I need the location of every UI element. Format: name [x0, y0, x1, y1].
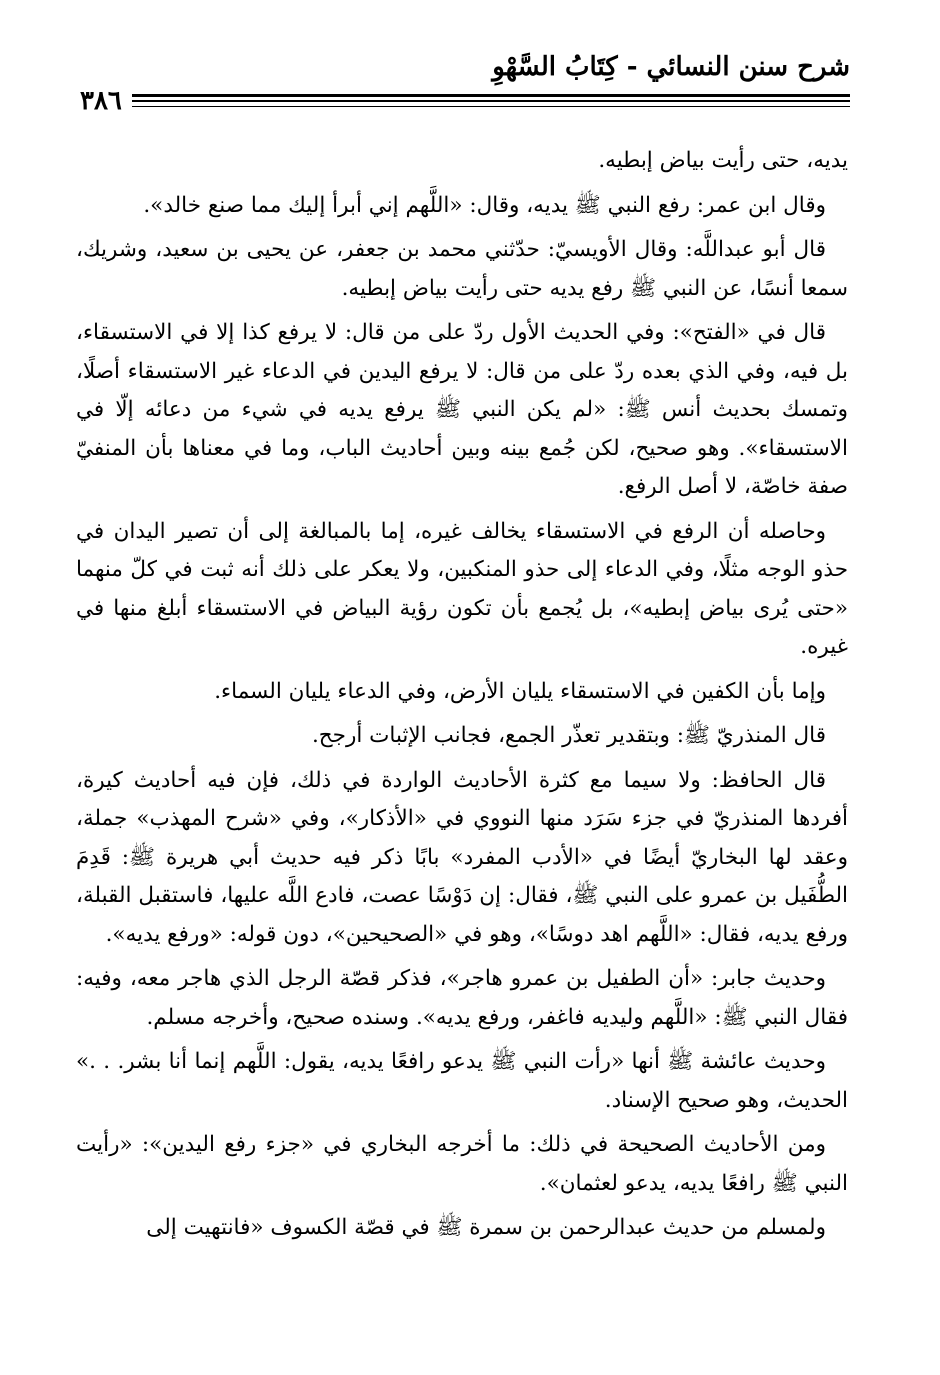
paragraph: ولمسلم من حديث عبدالرحمن بن سمرة ﷺ في قصّة الكسوف «فانتهيت إلى: [146, 1215, 826, 1240]
paragraph: قال المنذريّ ﷺ: وبتقدير تعذّر الجمع، فجانب الإثبات أرجح.: [311, 723, 826, 748]
running-header-title: شرح سنن النسائي - كِتَابُ السَّهْوِ: [492, 52, 850, 82]
header-rule-middle: [70, 100, 850, 102]
header-rule-thin: [70, 106, 850, 107]
paragraph: وحاصله أن الرفع في الاستسقاء يخالف غيره، إما بالمبالغة إلى أن تصير اليدان في حذو الوجه مثلًا، وفي الدعاء إلى حذو المنكبين، ولا يعكر على ذلك أنه ثبت في كلّ منهما «حتى يُرى بياض إبطيه»، بل يُجمع بأن تكون رؤية البياض في الاستسقاء أبلغ منها في غيره.: [76, 518, 848, 659]
page-number: ٣٨٦: [70, 86, 132, 116]
header-rule-thick: [70, 94, 850, 97]
paragraph: قال في «الفتح»: وفي الحديث الأول ردّ على من قال: لا يرفع كذا إلا في الاستسقاء، بل فيه، وفي الذي بعده ردّ على من قال: لا يرفع اليدين في الدعاء غير الاستسقاء أصلًا، وتمسك بحديث أنس ﷺ: «لم يكن النبي ﷺ يرفع يديه في شيء من دعائه إلّا في الاستسقاء». وهو صحيح، لكن جُمع بينه وبين أحاديث الباب، وما في معناها بأن المنفيّ صفة خاصّة، لا أصل الرفع.: [76, 320, 848, 499]
body-text: [76, 142, 848, 1254]
paragraph: قال أبو عبداللَّه: وقال الأويسيّ: حدّثني محمد بن جعفر، عن يحيى بن سعيد، وشريك، سمعا أنسًا، عن النبي ﷺ رفع يديه حتى رأيت بياض إبطيه.: [76, 237, 848, 301]
paragraph: وإما بأن الكفين في الاستسقاء يليان الأرض، وفي الدعاء يليان السماء.: [214, 678, 826, 704]
paragraph: وحديث جابر: «أن الطفيل بن عمرو هاجر»، فذكر قصّة الرجل الذي هاجر معه، وفيه: فقال النبي ﷺ: «اللَّهم وليديه فاغفر، ورفع يديه». وسنده صحيح، وأخرجه مسلم.: [76, 966, 848, 1030]
paragraph: وقال ابن عمر: رفع النبي ﷺ يديه، وقال: «اللَّهم إني أبرأ إليك مما صنع خالد».: [143, 192, 826, 218]
paragraph: ومن الأحاديث الصحيحة في ذلك: ما أخرجه البخاري في «جزء رفع اليدين»: «رأيت النبي ﷺ رافعًا يديه، يدعو لعثمان».: [76, 1132, 848, 1196]
paragraph: وحديث عائشة ﷺ أنها «رأت النبي ﷺ يدعو رافعًا يديه، يقول: اللَّهم إنما أنا بشر. . .» الحديث، وهو صحيح الإسناد.: [76, 1049, 848, 1113]
paragraph-continuation: يديه، حتى رأيت بياض إبطيه.: [598, 148, 848, 173]
paragraph: قال الحافظ: ولا سيما مع كثرة الأحاديث الواردة في ذلك، فإن فيه أحاديث كيرة، أفردها المنذريّ في جزء سَرَد منها النووي في «الأذكار»، وفي «شرح المهذب» جملة، وعقد لها البخاريّ أيضًا في «الأدب المفرد» بابًا ذكر فيه حديث أبي هريرة ﷺ: قَدِمَ الطُّفَيل بن عمرو على النبي ﷺ، فقال: إن دَوْسًا عصت، فادع اللَّه عليها، فاستقبل القبلة، ورفع يديه، فقال: «اللَّهم اهد دوسًا»، وهو في «الصحيحين»، دون قوله: «ورفع يديه».: [76, 767, 848, 947]
